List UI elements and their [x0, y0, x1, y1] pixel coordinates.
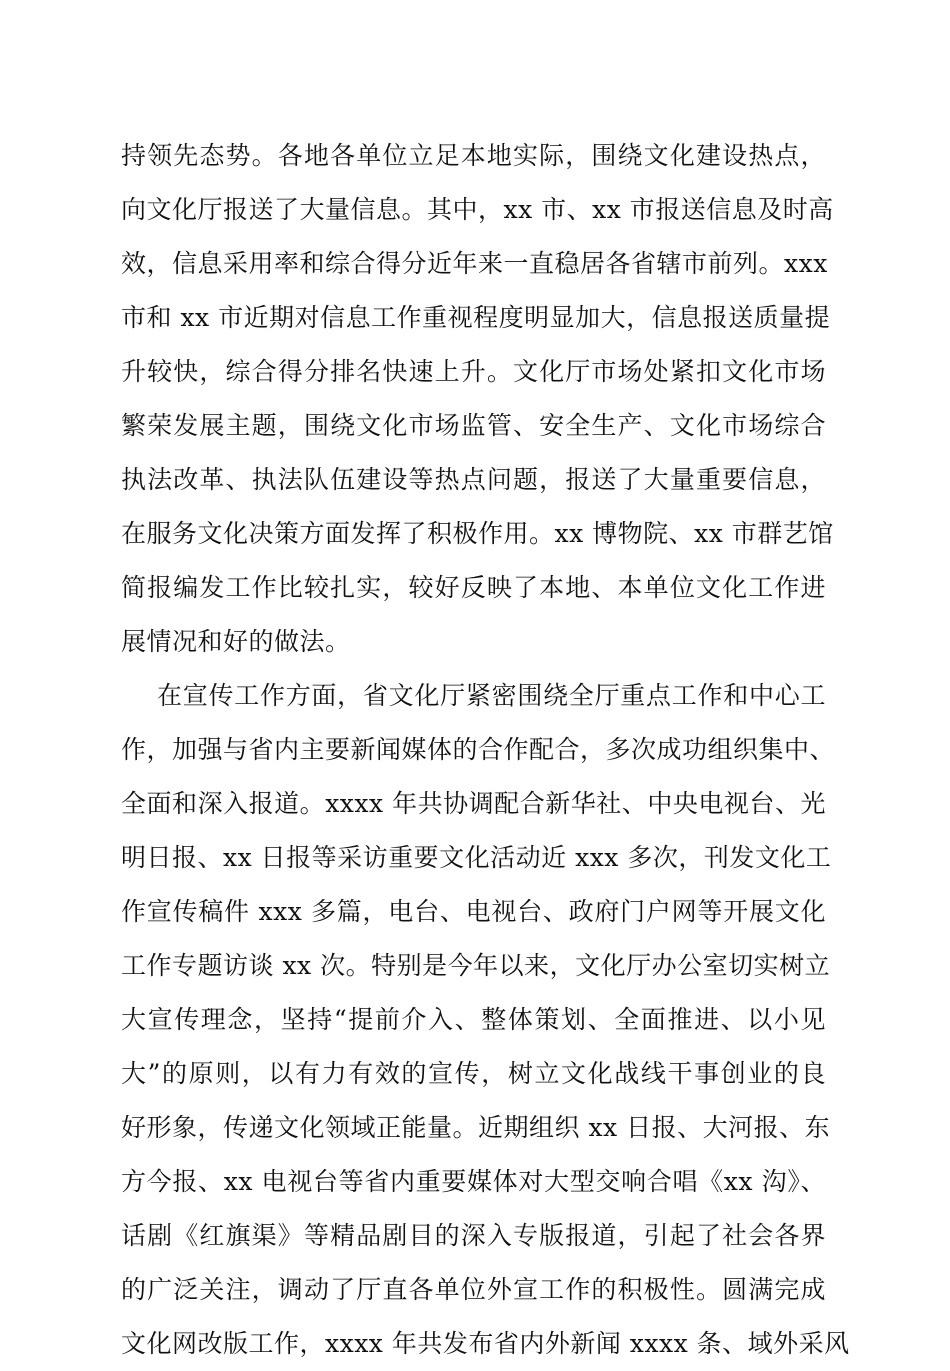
- text-line: 的广泛关注，调动了厅直各单位外宣工作的积极性。圆满完成: [121, 1275, 826, 1304]
- text-line: 方今报、xx 电视台等省内重要媒体对大型交响合唱《xx 沟》、: [121, 1167, 826, 1196]
- text-line: 文化网改版工作，xxxx 年共发布省内外新闻 xxxx 条、域外采风: [121, 1329, 850, 1358]
- text-line: 持领先态势。各地各单位立足本地实际，围绕文化建设热点，: [121, 141, 826, 170]
- text-line: 效，信息采用率和综合得分近年来一直稳居各省辖市前列。xxx: [121, 249, 828, 278]
- text-line: 作，加强与省内主要新闻媒体的合作配合，多次成功组织集中、: [121, 735, 836, 764]
- text-line: 话剧《红旗渠》等精品剧目的深入专版报道，引起了社会各界: [121, 1221, 826, 1250]
- text-line: 在服务文化决策方面发挥了积极作用。xx 博物院、xx 市群艺馆: [121, 519, 834, 548]
- paragraph-start: 在宣传工作方面，省文化厅紧密围绕全厅重点工作和中心工: [157, 681, 826, 710]
- text-line: 简报编发工作比较扎实，较好反映了本地、本单位文化工作进: [121, 573, 826, 602]
- text-line: 作宣传稿件 xxx 多篇，电台、电视台、政府门户网等开展文化: [121, 897, 826, 926]
- text-line: 好形象，传递文化领域正能量。近期组织 xx 日报、大河报、东: [121, 1113, 831, 1142]
- text-line: 升较快，综合得分排名快速上升。文化厅市场处紧扣文化市场: [121, 357, 826, 386]
- text-line: 繁荣发展主题，围绕文化市场监管、安全生产、文化市场综合: [121, 411, 826, 440]
- text-line: 工作专题访谈 xx 次。特别是今年以来，文化厅办公室切实树立: [121, 951, 831, 980]
- text-line: 市和 xx 市近期对信息工作重视程度明显加大，信息报送质量提: [121, 303, 831, 332]
- text-line: 全面和深入报道。xxxx 年共协调配合新华社、中央电视台、光: [121, 789, 826, 818]
- text-line: 明日报、xx 日报等采访重要文化活动近 xxx 多次，刊发文化工: [121, 843, 832, 872]
- text-line: 执法改革、执法队伍建设等热点问题，报送了大量重要信息，: [121, 465, 826, 494]
- text-line: 大”的原则，以有力有效的宣传，树立文化战线干事创业的良: [121, 1059, 826, 1088]
- text-line: 展情况和好的做法。: [121, 627, 351, 656]
- text-line: 向文化厅报送了大量信息。其中，xx 市、xx 市报送信息及时高: [121, 195, 834, 224]
- text-line: 大宣传理念，坚持“提前介入、整体策划、全面推进、以小见: [121, 1005, 826, 1034]
